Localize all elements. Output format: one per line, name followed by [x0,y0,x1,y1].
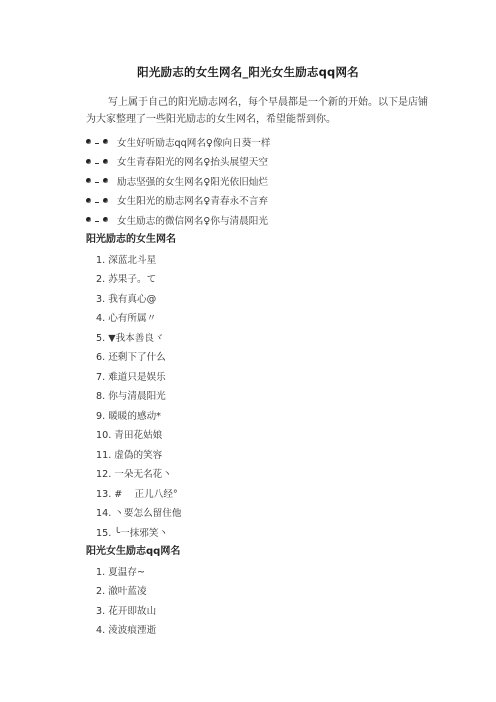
intro-paragraph: 写上属于自己的阳光励志网名，每个早晨都是一个新的开始。以下是店铺为大家整理了一些阳光励志的女生网名，希望能帮到你。 [86,97,428,125]
bullet-icon [86,198,114,203]
list-item: 12. 一朵无名花丶 [96,469,172,481]
toc-item-label: 女生青春阳光的网名♀抬头展望天空 [117,157,268,169]
list-item: 9. 暖暖的感动* [96,410,161,422]
bullet-icon [86,159,114,164]
list-item: 8. 你与清晨阳光 [96,391,166,403]
section1-list [96,249,181,542]
list-item: 11. 虚偽的笑容 [96,449,163,461]
toc-list [86,132,426,230]
list-item: 14. 丶要怎么留住他 [96,508,182,520]
list-item: 13. # 正儿八经° [96,488,178,500]
list-item: 3. 我有真心@ [96,293,157,305]
toc-item-label: 励志坚强的女生网名♀阳光依旧灿烂 [117,176,268,188]
list-item: 2. 澈叶蓝凌 [96,586,147,598]
section2-list [96,561,156,639]
bullet-icon [86,139,114,144]
list-item: 5. ▼我本善良ヾ [96,332,164,344]
list-item: 1. 深蓝北斗星 [96,254,157,266]
toc-item[interactable] [86,132,426,152]
toc-item-label: 女生励志的微信网名♀你与清晨阳光 [117,215,268,227]
list-item: 15. ╰一抹邪笑丶 [96,527,169,539]
toc-item[interactable] [86,191,426,211]
toc-item-label: 女生好听励志qq网名♀像向日葵一样 [117,137,271,149]
toc-item[interactable] [86,171,426,191]
list-item: 2. 苏果子。て [96,274,157,286]
page-title: 阳光励志的女生网名_阳光女生励志qq网名 [137,65,359,79]
list-item: 6. 还剩下了什么 [96,352,166,364]
list-item: 7. 难道只是娱乐 [96,371,166,383]
list-item: 4. 淩波痕湮逝 [96,625,157,637]
bullet-icon [86,217,114,222]
toc-item[interactable] [86,210,426,230]
list-item: 3. 花开即故山 [96,605,157,617]
section-heading: 阳光女生励志qq网名 [86,546,181,557]
list-item: 4. 心有所属〃 [96,313,157,325]
toc-item[interactable] [86,152,426,172]
list-item: 10. 青田花姑娘 [96,430,163,442]
toc-item-label: 女生阳光的励志网名♀青春永不言弃 [117,196,268,208]
bullet-icon [86,178,114,183]
section-heading: 阳光励志的女生网名 [86,234,176,245]
list-item: 1. 夏温存~ [96,566,146,578]
